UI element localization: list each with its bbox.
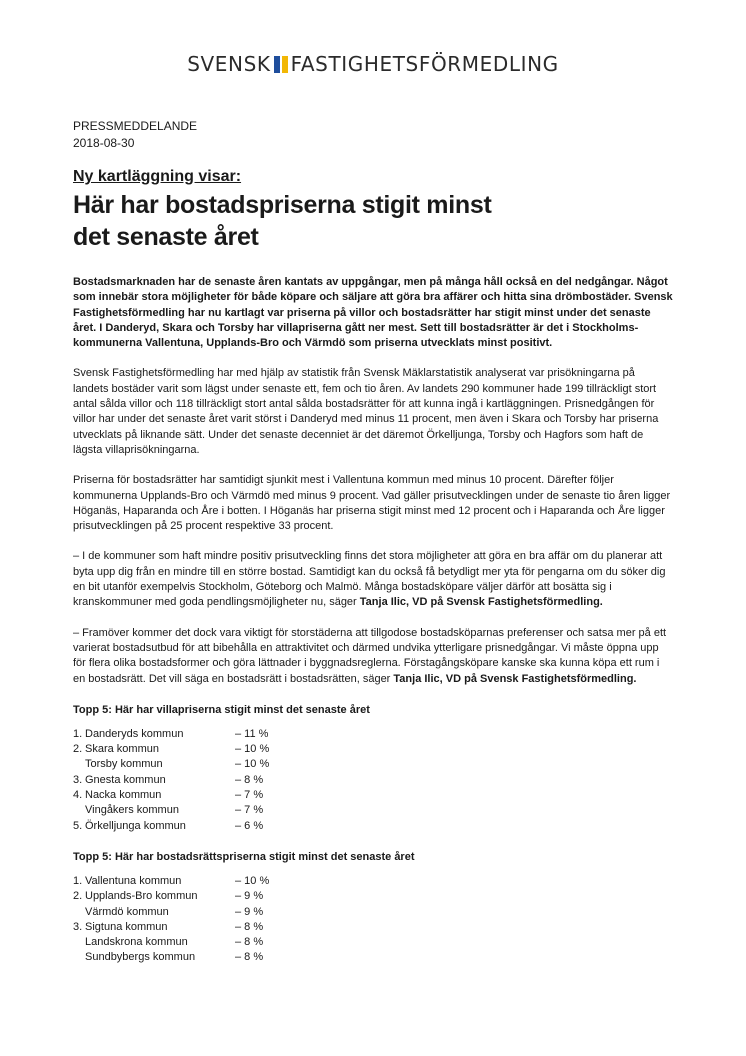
municipality: Landskrona kommun [85, 936, 188, 949]
municipality: Vingåkers kommun [85, 804, 179, 817]
quote-1-text: – I de kommuner som haft mindre positiv prisutveckling finns det stora möjligheter att göra en bra affär om du planerar att byta upp dig från en mindre till en större bostad. Samtidigt kan du också få betydligt mer yta för pengarna om du söker dig en bit utanför exempelvis Stockholm, Göteborg och Malmö. Många bostadsköpare väljer därför att bosätta sig i kranskommuner med goda pendlingsmöjligheter nu, säger [73, 550, 666, 609]
rank: 1. [73, 874, 83, 887]
table-row [73, 889, 269, 904]
logo-text-left: SVENSK [187, 52, 271, 76]
table-row [73, 920, 269, 935]
rank: 2. [73, 743, 83, 756]
price-change: – 10 % [235, 874, 270, 887]
price-change: – 8 % [235, 920, 264, 933]
price-change: – 6 % [235, 819, 264, 832]
quote-paragraph-2 [73, 626, 673, 687]
table-row [73, 773, 269, 788]
price-change: – 7 % [235, 804, 264, 817]
bostadsratt-list-title: Topp 5: Här har bostadsrättspriserna stigit minst det senaste året [73, 850, 415, 863]
price-change: – 11 % [235, 727, 269, 740]
villa-list [73, 727, 269, 834]
rank: 1. [73, 727, 83, 740]
table-row [73, 742, 269, 757]
rank: 2. [73, 890, 83, 903]
price-change: – 9 % [235, 905, 264, 918]
headline [73, 189, 673, 253]
rank [73, 950, 85, 965]
rank [73, 803, 85, 818]
municipality: Gnesta kommun [85, 773, 166, 786]
table-row [73, 950, 269, 965]
company-logo [0, 52, 746, 76]
table-row [73, 803, 269, 818]
price-change: – 9 % [235, 890, 264, 903]
press-release [73, 118, 673, 966]
rank: 3. [73, 773, 83, 786]
table-row [73, 874, 269, 889]
lead-paragraph: Bostadsmarknaden har de senaste åren kantats av uppgångar, men på många håll också en del nedgångar. Något som innebär stora möjligheter för både köpare och säljare att göra bra affärer och hitta sina drömbostäder. Svensk Fastighetsförmedling har nu kartlagt var priserna på villor och bostadsrätter har stigit minst under det senaste året. I Danderyd, Skara och Torsby har villapriserna gått ner mest. Sett till bostadsrätter är det i Stockholms-kommunerna Vallentuna, Upplands-Bro och Värmdö som priserna utvecklats minst positivt. [73, 276, 673, 350]
quote-1-attribution: Tanja Ilic, VD på Svensk Fastighetsförmedling. [359, 596, 603, 609]
table-row [73, 727, 269, 742]
body-paragraph-1: Svensk Fastighetsförmedling har med hjälp av statistik från Svensk Mäklarstatistik analyserat var prisökningarna på landets bostäder varit som lägst under senaste ett, fem och tio åren. Av landets 290 kommuner hade 199 tillräckligt stort antal sålda villor och 118 tillräckligt stort antal sålda bostadsrätter för att kunna ingå i kartläggningen. Prisnedgången för villor har under det senaste året varit störst i Danderyd med minus 11 procent, men även i Skara och Torsby har priserna utvecklats på liknande sätt. Under det senaste decenniet är det däremot Örkelljunga, Torsby och Hagfors som haft de lägsta villaprisökningarna. [73, 367, 659, 456]
municipality: Danderyds kommun [85, 727, 184, 740]
price-change: – 8 % [235, 936, 264, 949]
municipality: Skara kommun [85, 743, 159, 756]
rank [73, 757, 85, 772]
municipality: Nacka kommun [85, 789, 162, 802]
body-paragraph-2: Priserna för bostadsrätter har samtidigt sjunkit mest i Vallentuna kommun med minus 10 procent. Därefter följer kommunerna Upplands-Bro och Värmdö med minus 9 procent. Vad gäller prisutvecklingen under de senaste tio åren ligger Höganäs, Haparanda och Åre i botten. I Höganäs har priserna stigit minst med 12 procent och i Haparanda och Åre ligger prisutvecklingen på 25 procent respektive 33 procent. [73, 474, 671, 533]
municipality: Sundbybergs kommun [85, 951, 196, 964]
villa-list-title: Topp 5: Här har villapriserna stigit minst det senaste året [73, 703, 370, 716]
document-meta [73, 118, 673, 152]
table-row [73, 905, 269, 920]
rank: 5. [73, 819, 83, 832]
table-row [73, 757, 269, 772]
swedish-flag-icon [274, 56, 288, 73]
price-change: – 10 % [235, 743, 270, 756]
rank [73, 935, 85, 950]
table-row [73, 819, 269, 834]
municipality: Örkelljunga kommun [85, 819, 186, 832]
table-row [73, 935, 269, 950]
bostadsratt-list [73, 874, 269, 966]
kicker: Ny kartläggning visar: [73, 168, 242, 185]
document-type: PRESSMEDDELANDE [73, 119, 198, 133]
municipality: Värmdö kommun [85, 905, 169, 918]
municipality: Sigtuna kommun [85, 920, 168, 933]
quote-paragraph-1 [73, 549, 673, 610]
headline-line-1: Här har bostadspriserna stigit minst [73, 191, 492, 219]
logo-text-right: FASTIGHETSFÖRMEDLING [290, 52, 559, 76]
municipality: Torsby kommun [85, 758, 163, 771]
rank: 3. [73, 920, 83, 933]
price-change: – 8 % [235, 773, 264, 786]
municipality: Vallentuna kommun [85, 874, 182, 887]
price-change: – 10 % [235, 758, 270, 771]
municipality: Upplands-Bro kommun [85, 890, 198, 903]
headline-line-2: det senaste året [73, 223, 259, 251]
rank: 4. [73, 789, 83, 802]
quote-2-text: – Framöver kommer det dock vara viktigt för storstäderna att tillgodose bostadsköparnas preferenser och satsa mer på ett varierat bostadsutbud för att bibehålla en attraktivitet och därmed undvika ytterligare prisnedgångar. Vi måste öppna upp för flera olika bostadsformer och göra lättnader i byggnadsreglerna. Förstagångsköpare kanske ska kunna köpa ett rum i en bostadsrätt. Det vill säga en bostadsrätt i bostadsrätten, säger [73, 626, 667, 685]
price-change: – 7 % [235, 789, 264, 802]
quote-2-attribution: Tanja Ilic, VD på Svensk Fastighetsförmedling. [393, 672, 637, 685]
rank [73, 905, 85, 920]
document-date: 2018-08-30 [73, 136, 135, 150]
table-row [73, 788, 269, 803]
price-change: – 8 % [235, 951, 264, 964]
